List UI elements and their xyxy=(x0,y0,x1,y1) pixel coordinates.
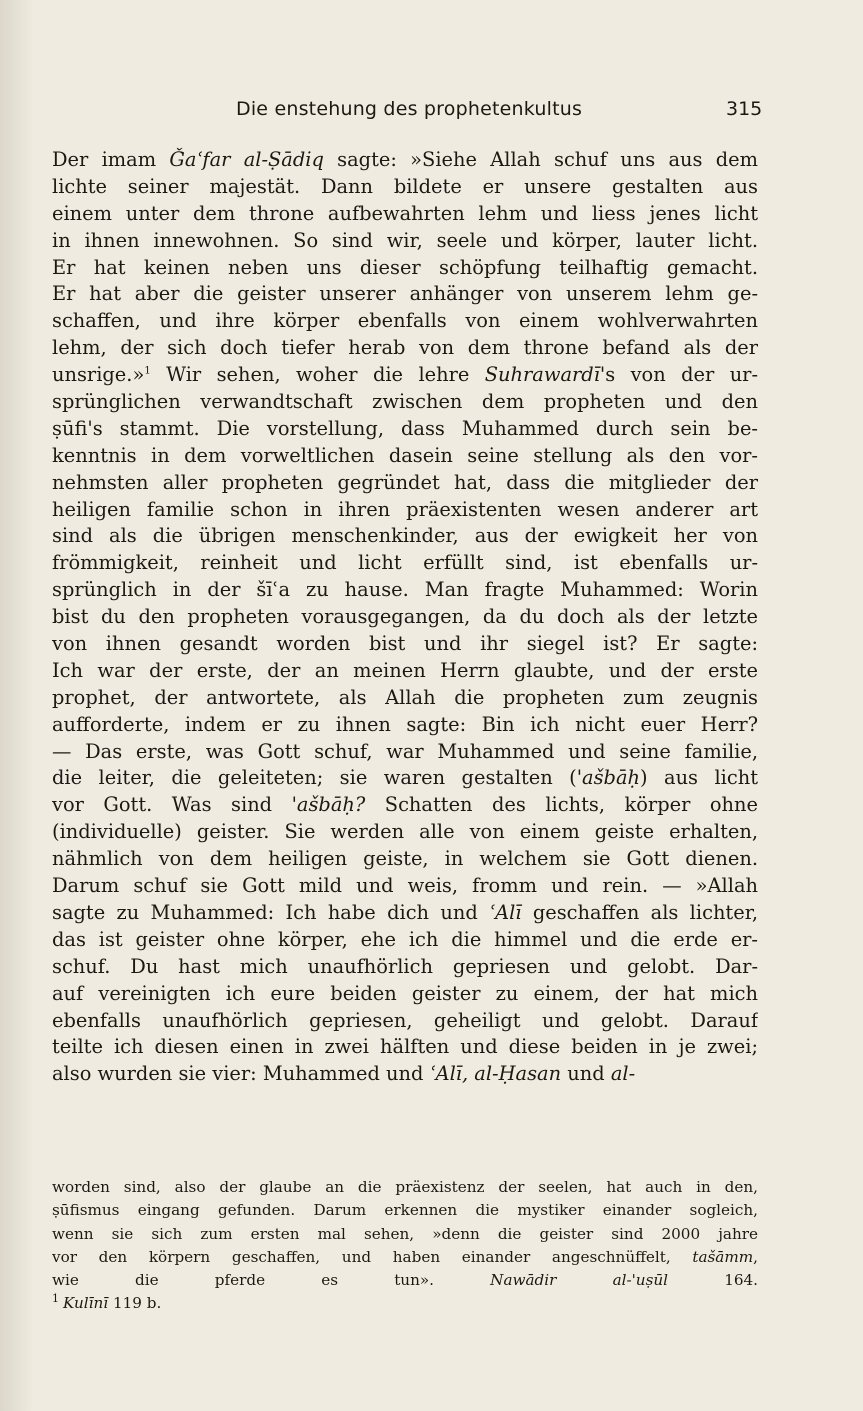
text-run: ṣūfi's stammt. Die vorstellung, dass Muhammed durch sein be- xyxy=(52,416,758,440)
italic-term: al- xyxy=(610,1062,636,1086)
text-run: Er hat aber die geister unserer anhänger von unserem lehm ge- xyxy=(52,282,758,306)
text-run: Wir sehen, woher die lehre xyxy=(150,363,485,387)
text-run: Schatten des lichts, körper ohne xyxy=(365,793,758,817)
text-line xyxy=(52,819,758,846)
page-gutter-shadow xyxy=(0,0,34,1411)
italic-term: 'ašbāḥ? xyxy=(291,793,366,817)
text-run: Darum schuf sie Gott mild und weis, fromm und rein. — »Allah xyxy=(52,874,758,898)
text-line xyxy=(52,389,758,416)
text-run: wie die pferde es tun». xyxy=(52,1271,491,1290)
text-run: Ich war der erste, der an meinen Herrn glaubte, und der erste xyxy=(52,658,758,682)
text-run: geschaffen als lichter, xyxy=(521,900,758,924)
running-header-title: Die enstehung des prophetenkultus xyxy=(236,98,583,120)
text-run: 119 b. xyxy=(108,1294,162,1313)
italic-term: Suhrawardī xyxy=(484,363,600,387)
text-line xyxy=(52,174,758,201)
text-line xyxy=(52,577,758,604)
text-run: vor den körpern geschaffen, und haben einander angeschnüffelt, xyxy=(52,1247,693,1266)
text-line xyxy=(52,1008,758,1035)
footnote-line xyxy=(52,1269,758,1292)
text-line xyxy=(52,739,758,766)
italic-term: Kulīnī xyxy=(63,1294,109,1313)
italic-term: ʿAlī, al-Ḥasan xyxy=(429,1062,562,1086)
text-run: ṣūfismus eingang gefunden. Darum erkennen die mystiker einander sogleich, xyxy=(52,1201,758,1220)
text-run: heiligen familie schon in ihren präexistenten wesen anderer art xyxy=(52,497,758,521)
footnotes xyxy=(52,1176,758,1316)
text-run: lichte seiner majestät. Dann bildete er unsere gestalten aus xyxy=(52,174,758,198)
text-run: einem unter dem throne aufbewahrten lehm und liess jenes licht xyxy=(52,201,758,225)
text-run: Der imam xyxy=(52,148,170,171)
italic-term: tašāmm xyxy=(692,1247,754,1266)
text-line xyxy=(52,927,758,954)
text-run: , xyxy=(753,1247,758,1266)
text-run: kenntnis in dem vorweltlichen dasein seine stellung als den vor- xyxy=(52,443,758,467)
text-line xyxy=(52,846,758,873)
text-run: aufforderte, indem er zu ihnen sagte: Bin ich nicht euer Herr? xyxy=(52,712,758,736)
text-line xyxy=(52,281,758,308)
text-line xyxy=(52,308,758,335)
text-line xyxy=(52,228,758,255)
text-run: lehm, der sich doch tiefer herab von dem throne befand als der xyxy=(52,336,758,360)
text-run: frömmigkeit, reinheit und licht erfüllt sind, ist ebenfalls ur- xyxy=(52,551,758,575)
italic-term: ʿAlī xyxy=(489,900,522,924)
text-run: in ihnen innewohnen. So sind wir, seele und körper, lauter licht. xyxy=(52,228,758,252)
text-line xyxy=(52,201,758,228)
text-line xyxy=(52,658,758,685)
text-run: ) aus licht xyxy=(640,766,758,790)
italic-term: Ǧaʿfar al-Ṣādiq xyxy=(169,148,324,171)
footnote-line xyxy=(52,1176,758,1199)
text-line xyxy=(52,443,758,470)
running-header xyxy=(0,98,863,128)
text-line xyxy=(52,255,758,282)
text-run: sagte zu Muhammed: Ich habe dich und xyxy=(52,900,490,924)
text-run: unsrige.» xyxy=(52,363,145,387)
text-run: von ihnen gesandt worden bist und ihr siegel ist? Er sagte: xyxy=(52,632,758,656)
footnote-marker: 1 xyxy=(144,365,151,377)
text-line xyxy=(52,685,758,712)
text-run: das ist geister ohne körper, ehe ich die himmel und die erde er- xyxy=(52,927,758,951)
text-run: nähmlich von dem heiligen geiste, in welchem sie Gott dienen. xyxy=(52,847,758,871)
text-run: nehmsten aller propheten gegründet hat, dass die mitglieder der xyxy=(52,470,758,494)
text-line xyxy=(52,604,758,631)
footnote-line xyxy=(52,1246,758,1269)
text-run: schaffen, und ihre körper ebenfalls von einem wohlverwahrten xyxy=(52,309,758,333)
text-line xyxy=(52,335,758,362)
text-line xyxy=(52,1061,758,1088)
text-run: sagte: »Siehe Allah schuf uns aus dem xyxy=(323,148,758,171)
text-run: — Das erste, was Gott schuf, war Muhammed und seine familie, xyxy=(52,739,758,763)
text-line xyxy=(52,712,758,739)
text-run: sind als die übrigen menschenkinder, aus der ewigkeit her von xyxy=(52,524,758,548)
text-line xyxy=(52,954,758,981)
footnote-line xyxy=(52,1199,758,1222)
text-line xyxy=(52,1034,758,1061)
text-line xyxy=(52,497,758,524)
footnote-marker: 1 xyxy=(52,1292,59,1306)
text-line xyxy=(52,147,758,174)
footnote-line xyxy=(52,1223,758,1246)
text-run: teilte ich diesen einen in zwei hälften und diese beiden in je zwei; xyxy=(52,1035,758,1059)
text-run: 164. xyxy=(668,1271,758,1290)
text-line xyxy=(52,792,758,819)
text-line xyxy=(52,631,758,658)
text-run: prophet, der antwortete, als Allah die propheten zum zeugnis xyxy=(52,685,758,709)
text-run: also wurden sie vier: Muhammed und xyxy=(52,1062,430,1086)
text-run: 's von der ur- xyxy=(599,363,758,387)
text-line xyxy=(52,470,758,497)
text-line xyxy=(52,873,758,900)
text-run: sprünglichen verwandtschaft zwischen dem propheten und den xyxy=(52,390,758,414)
text-run: und xyxy=(561,1062,611,1086)
text-run: Er hat keinen neben uns dieser schöpfung teilhaftig gemacht. xyxy=(52,255,758,279)
text-line xyxy=(52,981,758,1008)
text-run: sprünglich in der šīʿa zu hause. Man fragte Muhammed: Worin xyxy=(52,578,758,602)
italic-term: 'ašbāḥ xyxy=(576,766,641,790)
text-line xyxy=(52,900,758,927)
text-run: worden sind, also der glaube an die präexistenz der seelen, hat auch in den, xyxy=(52,1178,758,1196)
page-number: 315 xyxy=(726,98,763,120)
text-run: (individuelle) geister. Sie werden alle von einem geiste erhalten, xyxy=(52,820,758,844)
text-line xyxy=(52,550,758,577)
text-run: vor Gott. Was sind xyxy=(52,793,292,817)
italic-term: Nawādir al-'uṣūl xyxy=(490,1271,669,1290)
text-run: wenn sie sich zum ersten mal sehen, »denn die geister sind 2000 jahre xyxy=(52,1224,758,1243)
text-run: bist du den propheten vorausgegangen, da du doch als der letzte xyxy=(52,605,758,629)
text-line xyxy=(52,362,758,389)
text-run: auf vereinigten ich eure beiden geister zu einem, der hat mich xyxy=(52,981,758,1005)
main-text xyxy=(52,147,758,1088)
text-line xyxy=(52,765,758,792)
text-run: ebenfalls unaufhörlich gepriesen, geheiligt und gelobt. Darauf xyxy=(52,1008,758,1032)
text-line xyxy=(52,523,758,550)
text-run: schuf. Du hast mich unaufhörlich gepriesen und gelobt. Dar- xyxy=(52,954,758,978)
text-line xyxy=(52,416,758,443)
text-run: die leiter, die geleiteten; sie waren gestalten ( xyxy=(52,766,577,790)
footnote-line xyxy=(52,1292,758,1315)
